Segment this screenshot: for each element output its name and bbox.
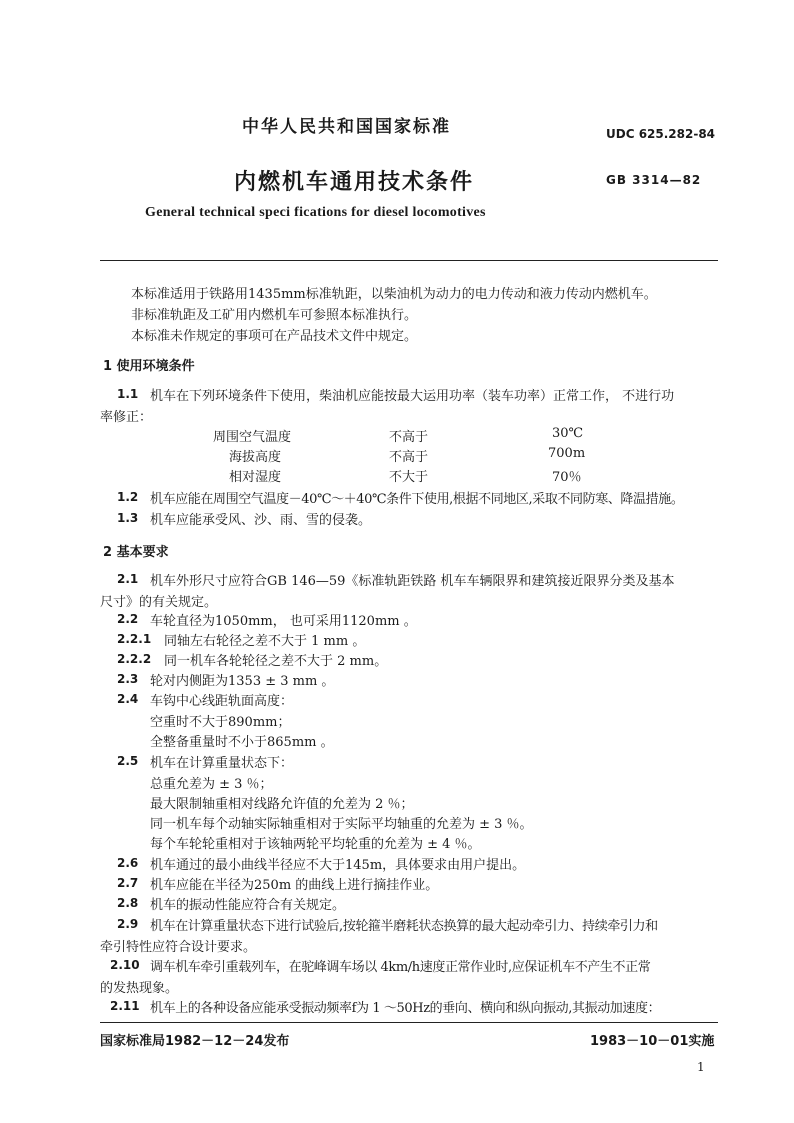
clause-number: 2.10 (110, 958, 140, 972)
footer-divider (100, 1022, 718, 1023)
clause-2-9-text-cont: 牵引特性应符合设计要求。 (100, 940, 257, 955)
clause-2-4-subline: 空重时不大于890mm； (150, 715, 291, 730)
clause-1-3-text: 机车应能承受风、沙、雨、雪的侵袭。 (150, 513, 372, 528)
clause-number: 2.11 (110, 999, 140, 1013)
table-cell-condition: 不大于 (389, 470, 429, 485)
table-cell-condition: 不高于 (389, 430, 429, 445)
section-1-heading: 1 使用环境条件 (103, 359, 195, 374)
page-number: 1 (697, 1060, 705, 1074)
clause-2-7-text: 机车应能在半径为250m 的曲线上进行摘挂作业。 (150, 878, 439, 893)
clause-1-1-text: 机车在下列环境条件下使用，柴油机应能按最大运用功率（装车功率）正常工作， 不进行功 (150, 389, 675, 404)
clause-number: 1.2 (117, 490, 139, 504)
clause-2-1-text: 机车外形尺寸应符合GB 146—59《标准轨距铁路 机车车辆限界和建筑接近限界分类及基本 (150, 574, 675, 589)
clause-2-5-subline: 每个车轮轮重相对于该轴两轮平均轮重的允差为 ± 4 ％。 (150, 837, 481, 852)
clause-number: 2.2.2 (117, 652, 152, 666)
table-cell-condition: 不高于 (389, 450, 429, 465)
english-title: General technical speci fications for diesel locomotives (145, 205, 486, 220)
clause-number: 1.1 (117, 387, 139, 401)
document-title: 内燃机车通用技术条件 (234, 170, 475, 195)
clause-2-1-text-cont: 尺寸》的有关规定。 (100, 595, 218, 610)
clause-number: 2.9 (117, 917, 139, 931)
clause-2-8-text: 机车的振动性能应符合有关规定。 (150, 898, 346, 913)
clause-2-5-subline: 总重允差为 ± 3 ％； (150, 777, 273, 792)
gb-standard-number: GB 3314—82 (606, 173, 702, 187)
clause-number: 2.2.1 (117, 632, 152, 646)
intro-paragraph-1: 本标准适用于铁路用1435mm标准轨距，以柴油机为动力的电力传动和液力传动内燃机车。 (131, 287, 657, 302)
clause-2-11-text: 机车上的各种设备应能承受振动频率f为 1 ～50Hz的垂向、横向和纵向振动,其振动加速度： (150, 1001, 661, 1016)
table-cell-value: 70％ (552, 470, 582, 485)
clause-2-5-subline: 最大限制轴重相对线路允许值的允差为 2 ％； (150, 797, 414, 812)
clause-2-4-subline: 全整备重量时不小于865mm 。 (150, 735, 334, 750)
clause-number: 2.6 (117, 856, 139, 870)
clause-2-2-2-text: 同一机车各轮轮径之差不大于 2 mm。 (164, 654, 388, 669)
clause-number: 1.3 (117, 511, 139, 525)
clause-2-4-text: 车钩中心线距轨面高度： (150, 694, 294, 709)
clause-2-5-text: 机车在计算重量状态下： (150, 756, 294, 771)
clause-2-3-text: 轮对内侧距为1353 ± 3 mm 。 (150, 674, 335, 689)
clause-number: 2.7 (117, 876, 139, 890)
clause-2-6-text: 机车通过的最小曲线半径应不大于145m，具体要求由用户提出。 (150, 858, 526, 873)
clause-2-10-text-cont: 的发热现象。 (100, 981, 179, 996)
clause-1-2-text: 机车应能在周围空气温度－40℃～＋40℃条件下使用,根据不同地区,采取不同防寒、降温措施。 (150, 492, 684, 507)
clause-number: 2.2 (117, 612, 139, 626)
intro-paragraph-3: 本标准未作规定的事项可在产品技术文件中规定。 (131, 329, 418, 344)
clause-1-1-text-cont: 率修正： (100, 410, 153, 425)
clause-2-2-text: 车轮直径为1050mm， 也可采用1120mm 。 (150, 614, 417, 629)
table-cell-value: 30℃ (552, 426, 584, 441)
clause-2-10-text: 调车机车牵引重载列车，在驼峰调车场以 4km/h速度正常作业时,应保证机车不产生不正常 (150, 960, 651, 975)
clause-number: 2.1 (117, 572, 139, 586)
effective-date: 1983－10－01实施 (590, 1034, 715, 1049)
clause-number: 2.5 (117, 754, 139, 768)
clause-2-2-1-text: 同轴左右轮径之差不大于 1 mm 。 (164, 634, 366, 649)
clause-number: 2.3 (117, 672, 139, 686)
issuing-country-label: 中华人民共和国国家标准 (242, 117, 451, 137)
udc-code: UDC 625.282-84 (606, 127, 716, 141)
section-2-heading: 2 基本要求 (103, 545, 169, 560)
table-cell-value: 700m (548, 446, 586, 461)
table-cell-param: 海拔高度 (229, 450, 282, 465)
clause-2-5-subline: 同一机车每个动轴实际轴重相对于实际平均轴重的允差为 ± 3 ％。 (150, 817, 533, 832)
table-cell-param: 周围空气温度 (213, 430, 292, 445)
header-divider (100, 260, 718, 261)
table-cell-param: 相对湿度 (229, 470, 282, 485)
issue-date: 国家标准局1982－12－24发布 (100, 1034, 290, 1049)
clause-2-9-text: 机车在计算重量状态下进行试验后,按轮箍半磨耗状态换算的最大起动牵引力、持续牵引力和 (150, 919, 658, 934)
clause-number: 2.4 (117, 692, 139, 706)
intro-paragraph-2: 非标准轨距及工矿用内燃机车可参照本标准执行。 (131, 308, 418, 323)
clause-number: 2.8 (117, 896, 139, 910)
